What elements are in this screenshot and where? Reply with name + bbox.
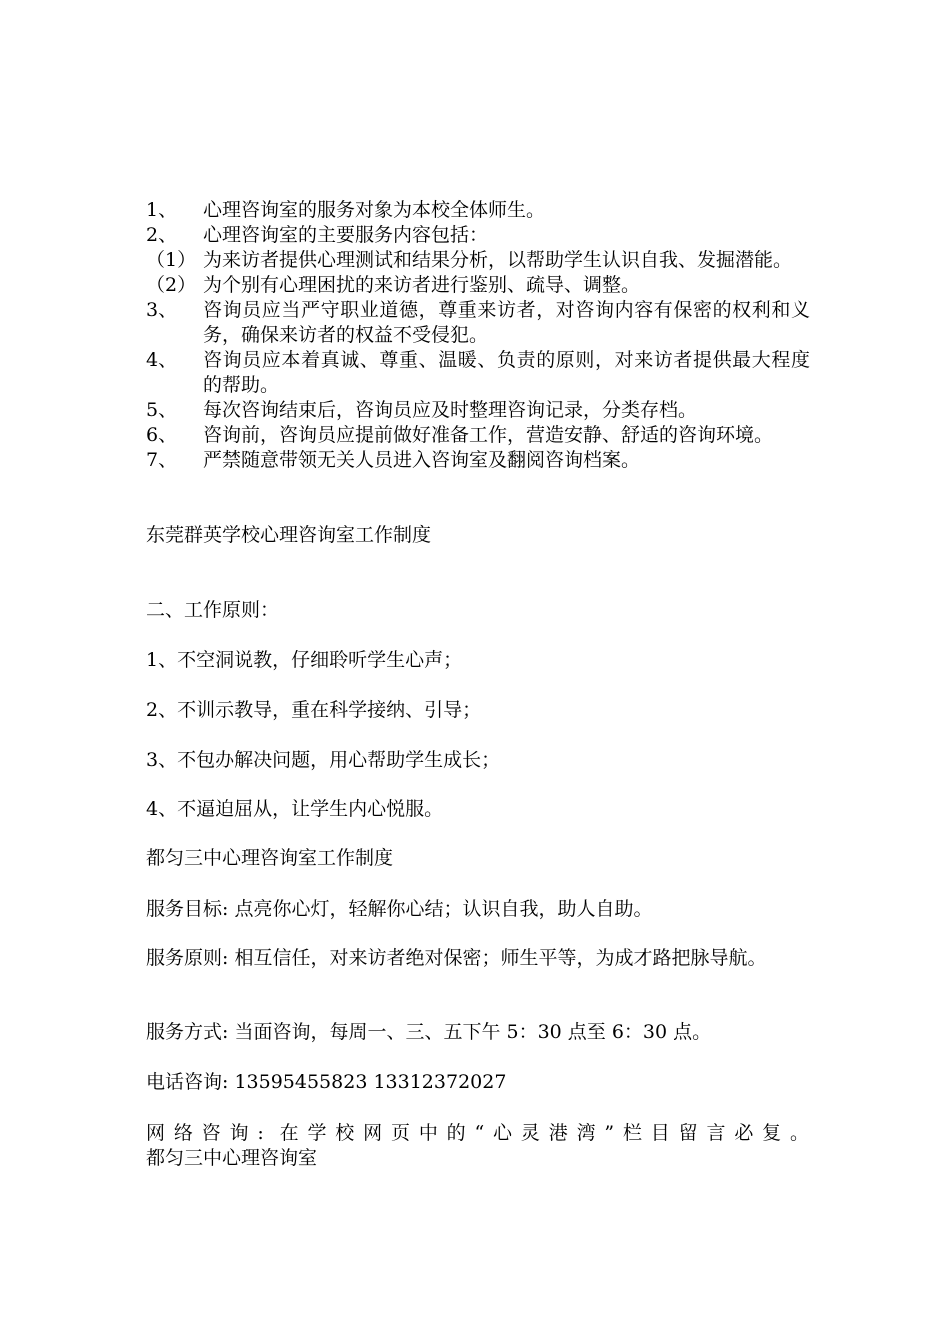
list-item <box>146 398 810 423</box>
item-text: 严禁随意带领无关人员进入咨询室及翻阅咨询档案。 <box>203 449 641 471</box>
list-item <box>146 298 810 348</box>
list-item <box>146 223 810 248</box>
list-item <box>146 423 810 448</box>
item-number: 4、 <box>146 349 178 371</box>
principle-item: 4、不逼迫屈从，让学生内心悦服。 <box>146 798 444 820</box>
item-number: （2） <box>146 274 197 296</box>
document-title: 东莞群英学校心理咨询室工作制度 <box>146 524 432 546</box>
item-text: 咨询员应本着真诚、尊重、温暖、负责的原则，对来访者提供最大程度的帮助。 <box>203 349 810 396</box>
web-consultation: 网络咨询: 在学校网页中的“心灵港湾”栏目留言必复。 <box>146 1122 810 1144</box>
list-item <box>146 248 810 273</box>
list-item <box>146 273 810 298</box>
service-mode: 服务方式: 当面咨询，每周一、三、五下午 5：30 点至 6：30 点。 <box>146 1021 712 1043</box>
list-item <box>146 448 810 473</box>
item-number: 7、 <box>146 449 178 471</box>
item-number: 3、 <box>146 299 178 321</box>
item-text: 为来访者提供心理测试和结果分析，以帮助学生认识自我、发掘潜能。 <box>203 249 793 271</box>
principle-item: 2、不训示教导，重在科学接纳、引导； <box>146 699 482 721</box>
item-number: 1、 <box>146 199 178 221</box>
item-number: 2、 <box>146 224 178 246</box>
item-number: 6、 <box>146 424 178 446</box>
item-text: 为个别有心理困扰的来访者进行鉴别、疏导、调整。 <box>203 274 641 296</box>
rules-list <box>146 198 810 473</box>
principle-item: 1、不空洞说教，仔细聆听学生心声； <box>146 649 463 671</box>
principles-heading: 二、工作原则： <box>146 599 280 621</box>
item-number: （1） <box>146 249 197 271</box>
item-text: 每次咨询结束后，咨询员应及时整理咨询记录，分类存档。 <box>203 399 698 421</box>
item-text: 咨询前，咨询员应提前做好准备工作，营造安静、舒适的咨询环境。 <box>203 424 774 446</box>
footer-signature: 都匀三中心理咨询室 <box>146 1147 318 1169</box>
item-text: 咨询员应当严守职业道德，尊重来访者，对咨询内容有保密的权利和义务，确保来访者的权益不受侵犯。 <box>203 299 810 346</box>
item-text: 心理咨询室的主要服务内容包括： <box>203 224 489 246</box>
phone-consultation: 电话咨询: 13595455823 13312372027 <box>146 1071 507 1093</box>
service-principle: 服务原则: 相互信任，对来访者绝对保密；师生平等，为成才路把脉导航。 <box>146 947 767 969</box>
list-item <box>146 198 810 223</box>
item-text: 心理咨询室的服务对象为本校全体师生。 <box>203 199 546 221</box>
section-title: 都匀三中心理咨询室工作制度 <box>146 847 394 869</box>
principle-item: 3、不包办解决问题，用心帮助学生成长； <box>146 749 501 771</box>
list-item <box>146 348 810 398</box>
service-goal: 服务目标: 点亮你心灯，轻解你心结；认识自我，助人自助。 <box>146 898 653 920</box>
item-number: 5、 <box>146 399 178 421</box>
